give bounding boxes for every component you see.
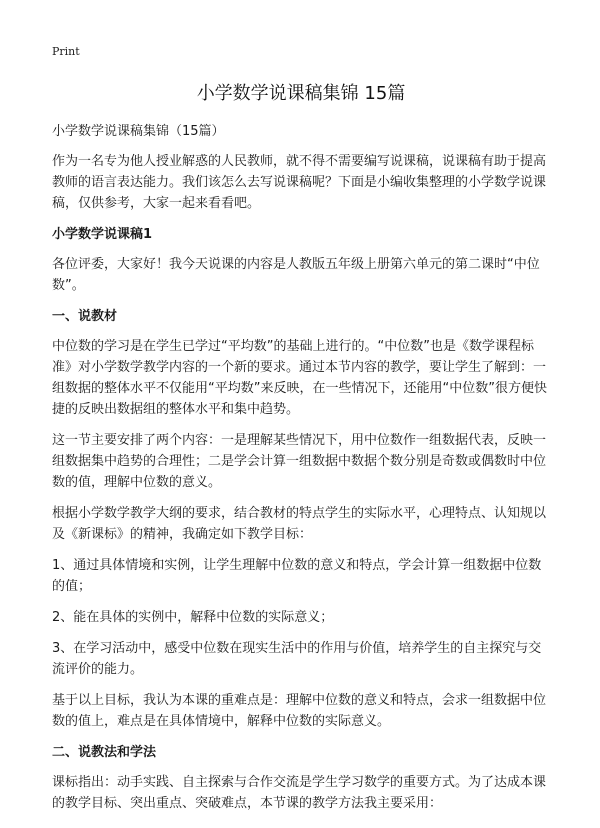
print-label: Print [52,45,80,58]
document-subtitle: 小学数学说课稿集锦（15篇） [52,124,225,139]
paragraph-objectives-intro: 根据小学数学教学大纲的要求，结合教材的特点学生的实际水平，心理特点、认知规以及《新课标》的精神，我确定如下教学目标： [52,506,547,542]
document-title: 小学数学说课稿集锦 15篇 [196,83,406,104]
paragraph-key-difficulties: 基于以上目标，我认为本课的重难点是：理解中位数的意义和特点，会求一组数据中位数的值上，难点是在具体情境中，解释中位数的实际意义。 [52,693,547,729]
objective-item-3: 3、在学习活动中，感受中位数在现实生活中的作用与价值，培养学生的自主探究与交流评价的能力。 [52,641,542,677]
objective-item-1: 1、通过具体情境和实例，让学生理解中位数的意义和特点，学会计算一组数据中位数的值； [52,558,542,594]
heading-teaching-methods: 二、说教法和学法 [52,745,157,760]
document-body [52,121,550,814]
paragraph-methods: 课标指出：动手实践、自主探索与合作交流是学生学习数学的重要方式。为了达成本课的教学目标、突出重点、突破难点，本节课的教学方法我主要采用： [52,775,547,811]
greeting-paragraph: 各位评委，大家好！我今天说课的内容是人教版五年级上册第六单元的第二课时“中位数”。 [52,257,540,293]
paragraph-median-intro: 中位数的学习是在学生已学过“平均数”的基础上进行的。“中位数”也是《数学课程标准》对小学数学教学内容的一个新的要求。通过本节内容的教学，要让学生了解到：一组数据的整体水平不仅能用“平均数”来反映，在一些情况下，还能用“中位数”很方便快捷的反映出数据组的整体水平和集中趋势。 [52,339,547,417]
heading-teaching-material: 一、说教材 [52,309,118,324]
intro-paragraph: 作为一名专为他人授业解惑的人民教师，就不得不需要编写说课稿，说课稿有助于提高教师的语言表达能力。我们该怎么去写说课稿呢？下面是小编收集整理的小学数学说课稿，仅供参考，大家一起来看看吧。 [52,154,547,211]
paragraph-content-arrangement: 这一节主要安排了两个内容：一是理解某些情况下，用中位数作一组数据代表，反映一组数据集中趋势的合理性；二是学会计算一组数据中数据个数分别是奇数或偶数时中位数的值，理解中位数的意义。 [52,433,547,490]
objective-item-2: 2、能在具体的实例中，解释中位数的实际意义； [52,610,334,625]
section-title: 小学数学说课稿1 [52,227,153,242]
